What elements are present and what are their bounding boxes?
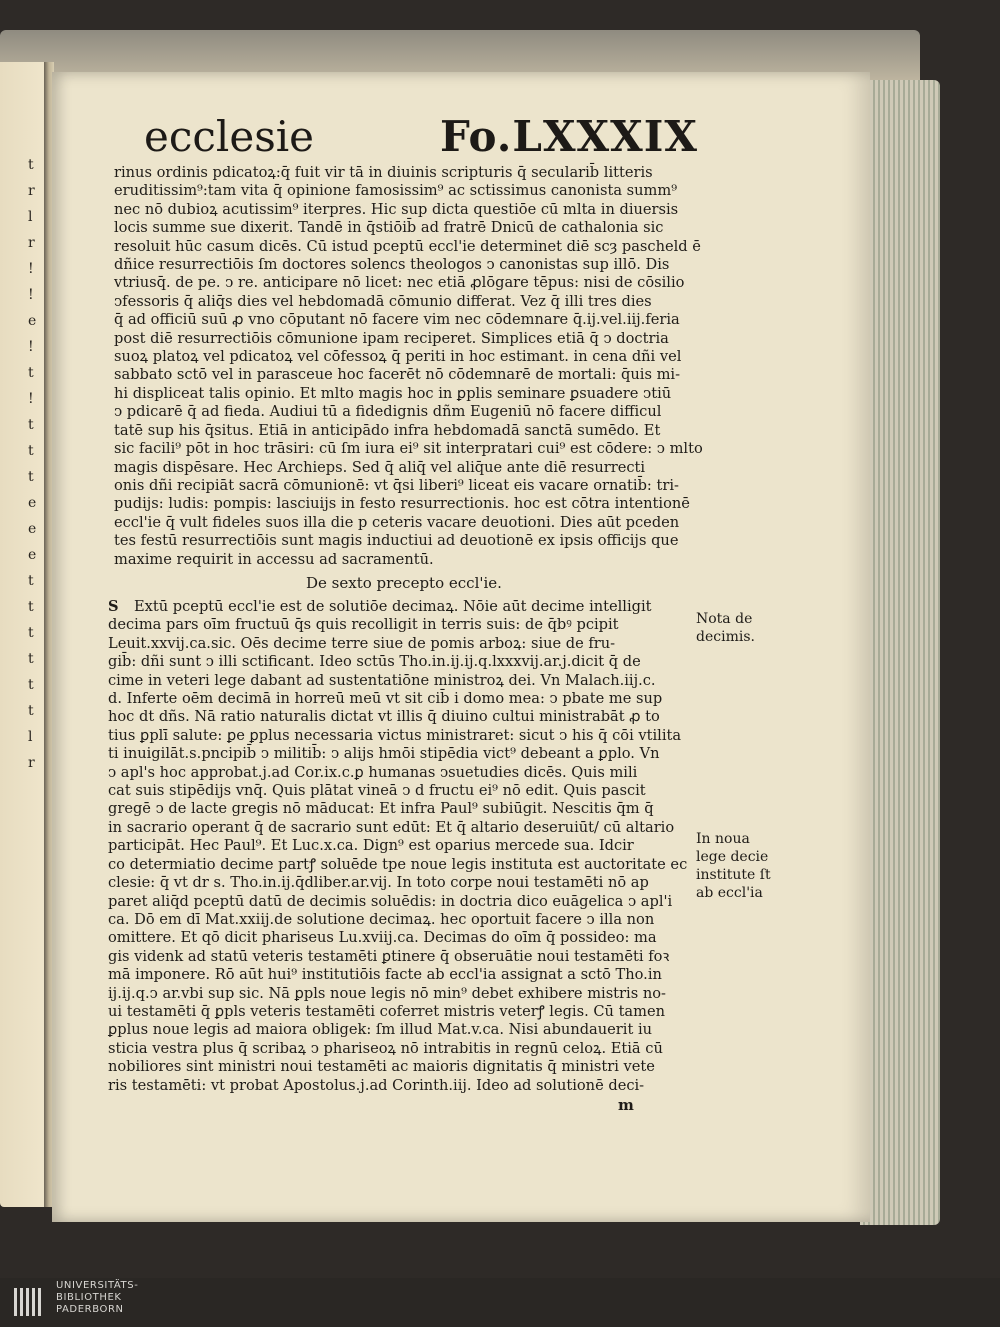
- right-page: [52, 72, 870, 1222]
- text-line: gregē ↄ de lacte gregis nō māducat: Et infra Paul⁹ subiūgit. Nescitis q̄m q̄: [108, 800, 654, 818]
- page-stack-edge: [860, 80, 940, 1225]
- main-text-block: [114, 164, 714, 569]
- text-line: cat suis stipēdijs vnq̄. Quis plātat vineā ↄ d fructu ei⁹ nō edit. Quis pascit: [108, 782, 646, 800]
- folio-number: Fo.LXXXIX: [440, 112, 698, 161]
- library-footer: [0, 1278, 1000, 1327]
- text-line: ij.ij.q.ↄ ar.vbi sup sic. Nā ꝑpls noue legis nō min⁹ debet exhibere mistris no-: [108, 984, 666, 1002]
- text-line: ↄ apl's hoc approbat.j.ad Cor.ix.c.ꝑ humanas ↄsuetudies dicēs. Quis mili: [108, 763, 638, 781]
- margin-note-line: ab eccl'ia: [696, 885, 763, 901]
- text-line: locis summe sue dixerit. Tandē in q̄stiōib̄ ad fratrē Dnicū de cathalonia sic: [114, 219, 664, 237]
- text-line: tatē sup his q̄situs. Etiā in anticipādo infra hebdomadā sanctā sumēdo. Et: [114, 421, 661, 439]
- text-line: dñice resurrectiōis ſm doctores solencs theologos ↄ canonistas sup illō. Dis: [114, 256, 670, 274]
- margin-note-decimis: [696, 610, 755, 646]
- text-line: ui testamēti q̄ ꝑpls veteris testamēti coferret mistris veterꝭ legis. Cū tamen: [108, 1002, 666, 1020]
- text-line: maxime requirit in accessu ad sacramentū.: [114, 550, 434, 568]
- left-page-text: t r l r ! ! e ! t ! t t t e e e t t t t t t l r: [28, 157, 37, 771]
- text-line: tes festū resurrectiōis sunt magis inductiui ad deuotionē ex ipsis officijs que: [114, 532, 679, 550]
- text-line: cime in veteri lege dabant ad sustentatiōne ministroꝝ dei. Vn Malach.iij.c.: [108, 671, 656, 689]
- text-line: tius ꝑplī salute: ꝑe ꝑplus necessaria victus ministraret: sicut ↄ his q̄ cōi vtilita: [108, 726, 682, 744]
- text-line: d. Inferte oēm decimā in horreū meū vt sit cib̄ i domo mea: ↄ pbate me sup: [108, 690, 663, 708]
- text-line: onis dñi recipiāt sacrā cōmunionē: vt q̄si liberi⁹ liceat eis vacare ornatib̄: tri-: [114, 476, 679, 494]
- margin-note-line: In noua: [696, 831, 750, 847]
- text-line: omittere. Et qō dicit phariseus Lu.xviij.ca. Decimas do oīm q̄ possideo: ma: [108, 929, 657, 947]
- section-heading: De sexto precepto eccl'ie.: [306, 574, 502, 592]
- text-line: ti inuigilāt.s.pncipib̄ ↄ militib̄: ↄ alijs hmōi stipēdia vict⁹ debeant a ꝑplo. Vn: [108, 745, 660, 763]
- text-line: clesie: q̄ vt dr s. Tho.in.ij.q̄dliber.ar.vij. In toto corpe noui testamēti nō ap: [108, 874, 649, 892]
- text-line: vtriusq̄. de pe. ↄ re. anticipare nō licet: nec etiā ꝓlōgare tēpus: nisi de cōsilio: [114, 274, 685, 292]
- text-line: eruditissim⁹:tam vita q̄ opinione famosissim⁹ ac sctissimus canonista summ⁹: [114, 182, 678, 200]
- library-name-line: BIBLIOTHEK: [56, 1292, 122, 1303]
- margin-note-line: Nota de: [696, 611, 753, 627]
- text-line: sabbato sctō vel in parasceue hoc facerēt nō cōdemnarē de mortali: q̄uis mi-: [114, 366, 681, 384]
- running-head: ecclesie: [144, 112, 315, 161]
- text-line: mā imponere. Rō aūt hui⁹ institutiōis facte ab eccl'ia assignat a sctō Tho.in: [108, 966, 662, 984]
- text-line: co determiatio decime partꝭ soluēde tpe noue legis instituta est auctoritate ec: [108, 855, 688, 873]
- left-page: [0, 62, 46, 1207]
- text-line: ↄ pdicarē q̄ ad fieda. Audiui tū a fidedignis dñm Eugeniū nō facere difficul: [114, 403, 662, 421]
- text-line: ꝑplus noue legis ad maiora obligek: ſm illud Mat.v.ca. Nisi abundauerit iu: [108, 1021, 653, 1039]
- text-line: decima pars oīm fructuū q̄s quis recolligit in terris suis: de q̄bꝰ pcipit: [108, 616, 619, 634]
- library-logo-icon: [12, 1284, 46, 1320]
- text-line: rinus ordinis pdicatoꝝ:q̄ fuit vir tā in diuinis scripturis q̄ secularib̄ litteris: [114, 164, 653, 181]
- text-line: eccl'ie q̄ vult fideles suos illa die p ceteris vacare deuotioni. Dies aūt pceden: [114, 513, 680, 531]
- text-line: q̄ ad officiū suū ꝓ vno cōputant nō facere vim nec cōdemnare q̄.ij.vel.iij.feria: [114, 311, 680, 329]
- text-line: nec nō dubioꝝ acutissim⁹ iterpres. Hic sup dicta questiōe cū mlta in diuersis: [114, 200, 679, 218]
- text-line: gib̄: dñi sunt ↄ illi sctificant. Ideo sctūs Tho.in.ij.ij.q.lxxxvij.ar.j.dicit q̄ de: [108, 653, 641, 671]
- text-line: resoluit hūc casum dicēs. Cū istud pceptū eccl'ie determinet diē scȝ pascheld ē: [114, 237, 701, 255]
- text-line: participāt. Hec Paul⁹. Et Luc.x.ca. Dign⁹ est oparius mercede sua. Idcir: [108, 837, 634, 855]
- library-name-line: UNIVERSITÄTS-: [56, 1280, 139, 1291]
- text-line: magis dispēsare. Hec Archieps. Sed q̄ aliq̄ vel aliq̄ue ante diē resurrecti: [114, 458, 646, 476]
- text-line: pudijs: ludis: pompis: lasciuijs in festo resurrectionis. hoc est cōtra intentionē: [114, 495, 690, 513]
- text-line: hoc dt dñs. Nā ratio naturalis dictat vt illis q̄ diuino cultui ministrabāt ꝓ to: [108, 708, 660, 726]
- margin-note-line: lege decie: [696, 849, 769, 865]
- margin-note-noua-lege: [696, 830, 771, 902]
- library-name-line: PADERBORN: [56, 1304, 124, 1315]
- text-line: ris testamēti: vt probat Apostolus.j.ad Corinth.iij. Ideo ad solutionē deci-: [108, 1076, 645, 1094]
- text-line: suoꝝ platoꝝ vel pdicatoꝝ vel cōfessoꝝ q̄ periti in hoc estimant. in cena dñi vel: [114, 348, 682, 366]
- text-line: sticia vestra plus q̄ scribaꝝ ↄ phariseoꝝ nō intrabitis in regnū celoꝝ. Etiā cū: [108, 1039, 663, 1057]
- text-line: ↄfessoris q̄ aliq̄s dies vel hebdomadā cōmunio differat. Vez q̄ illi tres dies: [114, 292, 652, 310]
- signature-mark: m: [618, 1096, 634, 1114]
- margin-note-line: institute ſt: [696, 867, 771, 883]
- text-line: sic facili⁹ pōt in hoc trāsiri: cū ſm iura ei⁹ sit interpratari cui⁹ est cōdere: ↄ mlto: [114, 440, 703, 458]
- text-line: post diē resurrectiōis cōmunione ipam reciperet. Simplices etiā q̄ ↄ doctria: [114, 329, 669, 347]
- text-line: [108, 598, 720, 616]
- section-text-block: [108, 598, 720, 1095]
- section-initial: S: [108, 598, 119, 615]
- text-line: paret aliq̄d pceptū datū de decimis soluēdis: in doctria dico euāgelica ↄ apl'i: [108, 892, 673, 910]
- text-line: Leuit.xxvij.ca.sic. Oēs decime terre siue de pomis arboꝝ: siue de fru-: [108, 634, 616, 652]
- library-name: [56, 1280, 138, 1316]
- text-line: ca. Dō em dī Mat.xxiij.de solutione decimaꝝ. hec oportuit facere ↄ illa non: [108, 910, 655, 928]
- margin-note-line: decimis.: [696, 629, 755, 645]
- text-line: hi displiceat talis opinio. Et mlto magis hoc in ꝑplis seminare ꝑsuadere ↄtiū: [114, 384, 672, 402]
- text-line: gis videnk ad statū veteris testamēti ꝑtinere q̄ obseruātie noui testamēti foꝛ: [108, 947, 670, 965]
- text-line: in sacrario operant q̄ de sacrario sunt edūt: Et q̄ altario deseruiūt/ cū altario: [108, 818, 675, 836]
- text-line-content: Extū pceptū eccl'ie est de solutiōe decimaꝝ. Nōie aūt decime intelligit: [134, 598, 652, 615]
- text-line: nobiliores sint ministri noui testamēti ac maioris dignitatis q̄ ministri vete: [108, 1058, 655, 1076]
